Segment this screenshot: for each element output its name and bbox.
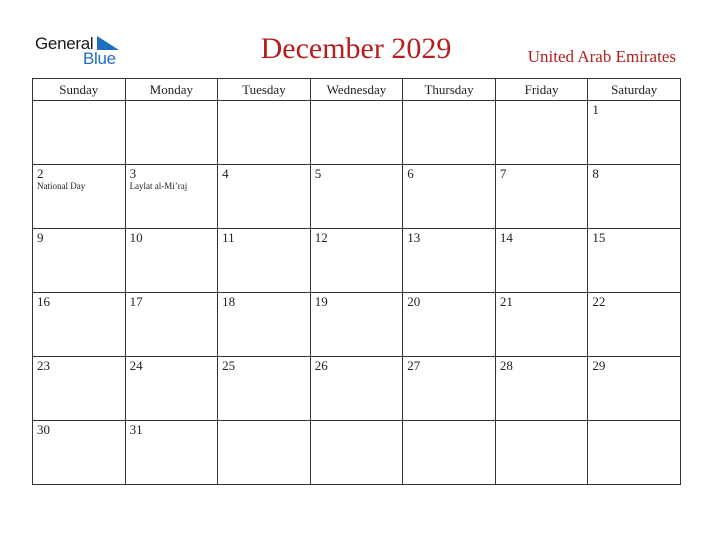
day-cell — [125, 101, 218, 165]
logo-text-general: General — [35, 34, 94, 53]
day-cell — [218, 101, 311, 165]
weekday-tuesday: Tuesday — [218, 79, 311, 101]
day-cell — [310, 165, 403, 229]
weekday-thursday: Thursday — [403, 79, 496, 101]
week-row — [33, 165, 681, 229]
day-cell — [33, 357, 126, 421]
day-number: 11 — [222, 230, 235, 245]
day-number: 12 — [314, 230, 328, 245]
day-number: 7 — [499, 166, 507, 181]
day-cell — [403, 357, 496, 421]
holiday-label: Laylat al-Mi’raj — [129, 181, 188, 191]
weekday-wednesday: Wednesday — [310, 79, 403, 101]
day-cell — [218, 357, 311, 421]
logo-text-blue: Blue — [83, 49, 116, 68]
week-row — [33, 229, 681, 293]
day-cell — [495, 293, 588, 357]
day-number: 27 — [407, 358, 421, 373]
day-number: 30 — [37, 422, 50, 437]
day-number: 21 — [499, 294, 513, 309]
day-number: 5 — [314, 166, 322, 181]
calendar-grid — [32, 78, 681, 485]
weekday-sunday: Sunday — [33, 79, 126, 101]
day-cell — [310, 101, 403, 165]
day-cell — [310, 421, 403, 485]
day-number: 8 — [592, 166, 599, 181]
day-cell — [125, 229, 218, 293]
day-cell — [495, 165, 588, 229]
country-name: United Arab Emirates — [527, 47, 676, 66]
day-cell — [218, 165, 311, 229]
day-cell — [495, 357, 588, 421]
day-cell — [495, 421, 588, 485]
day-number: 18 — [222, 294, 236, 309]
day-cell — [310, 357, 403, 421]
day-number: 16 — [37, 294, 50, 309]
day-cell — [588, 229, 681, 293]
day-cell — [403, 421, 496, 485]
day-cell — [403, 101, 496, 165]
day-cell — [403, 293, 496, 357]
day-number: 6 — [407, 166, 414, 181]
day-cell — [33, 421, 126, 485]
week-row — [33, 357, 681, 421]
day-cell — [310, 293, 403, 357]
day-number: 25 — [222, 358, 236, 373]
day-cell — [588, 421, 681, 485]
day-number: 29 — [592, 358, 606, 373]
day-cell — [588, 357, 681, 421]
day-cell — [125, 421, 218, 485]
week-row — [33, 101, 681, 165]
calendar-title: December 2029 — [260, 32, 452, 65]
day-number: 10 — [129, 230, 143, 245]
day-number: 20 — [407, 294, 421, 309]
day-cell — [33, 165, 126, 229]
week-row — [33, 293, 681, 357]
day-cell — [33, 293, 126, 357]
day-number: 3 — [129, 166, 137, 181]
day-cell — [495, 101, 588, 165]
day-cell — [218, 229, 311, 293]
day-number: 28 — [499, 358, 513, 373]
day-number: 4 — [222, 166, 229, 181]
day-number: 22 — [592, 294, 606, 309]
day-cell — [495, 229, 588, 293]
day-number: 13 — [407, 230, 421, 245]
weekday-header-row — [33, 79, 681, 101]
day-cell — [218, 421, 311, 485]
day-number: 26 — [314, 358, 328, 373]
day-number: 17 — [129, 294, 143, 309]
holiday-label: National Day — [37, 181, 86, 191]
weekday-saturday: Saturday — [588, 79, 681, 101]
weekday-friday: Friday — [495, 79, 588, 101]
day-number: 9 — [37, 230, 44, 245]
day-cell — [33, 229, 126, 293]
day-number: 2 — [37, 166, 44, 181]
day-number: 15 — [592, 230, 606, 245]
day-cell — [125, 357, 218, 421]
day-number: 19 — [314, 294, 328, 309]
weekday-monday: Monday — [125, 79, 218, 101]
day-cell — [588, 293, 681, 357]
day-number: 24 — [129, 358, 143, 373]
day-cell — [403, 165, 496, 229]
day-cell — [588, 165, 681, 229]
day-cell — [588, 101, 681, 165]
day-number: 31 — [129, 422, 143, 437]
week-row — [33, 421, 681, 485]
day-cell — [125, 165, 218, 229]
day-number: 23 — [37, 358, 50, 373]
day-cell — [33, 101, 126, 165]
day-cell — [125, 293, 218, 357]
day-cell — [310, 229, 403, 293]
day-number: 14 — [499, 230, 513, 245]
day-number: 1 — [592, 102, 599, 117]
day-cell — [403, 229, 496, 293]
day-cell — [218, 293, 311, 357]
